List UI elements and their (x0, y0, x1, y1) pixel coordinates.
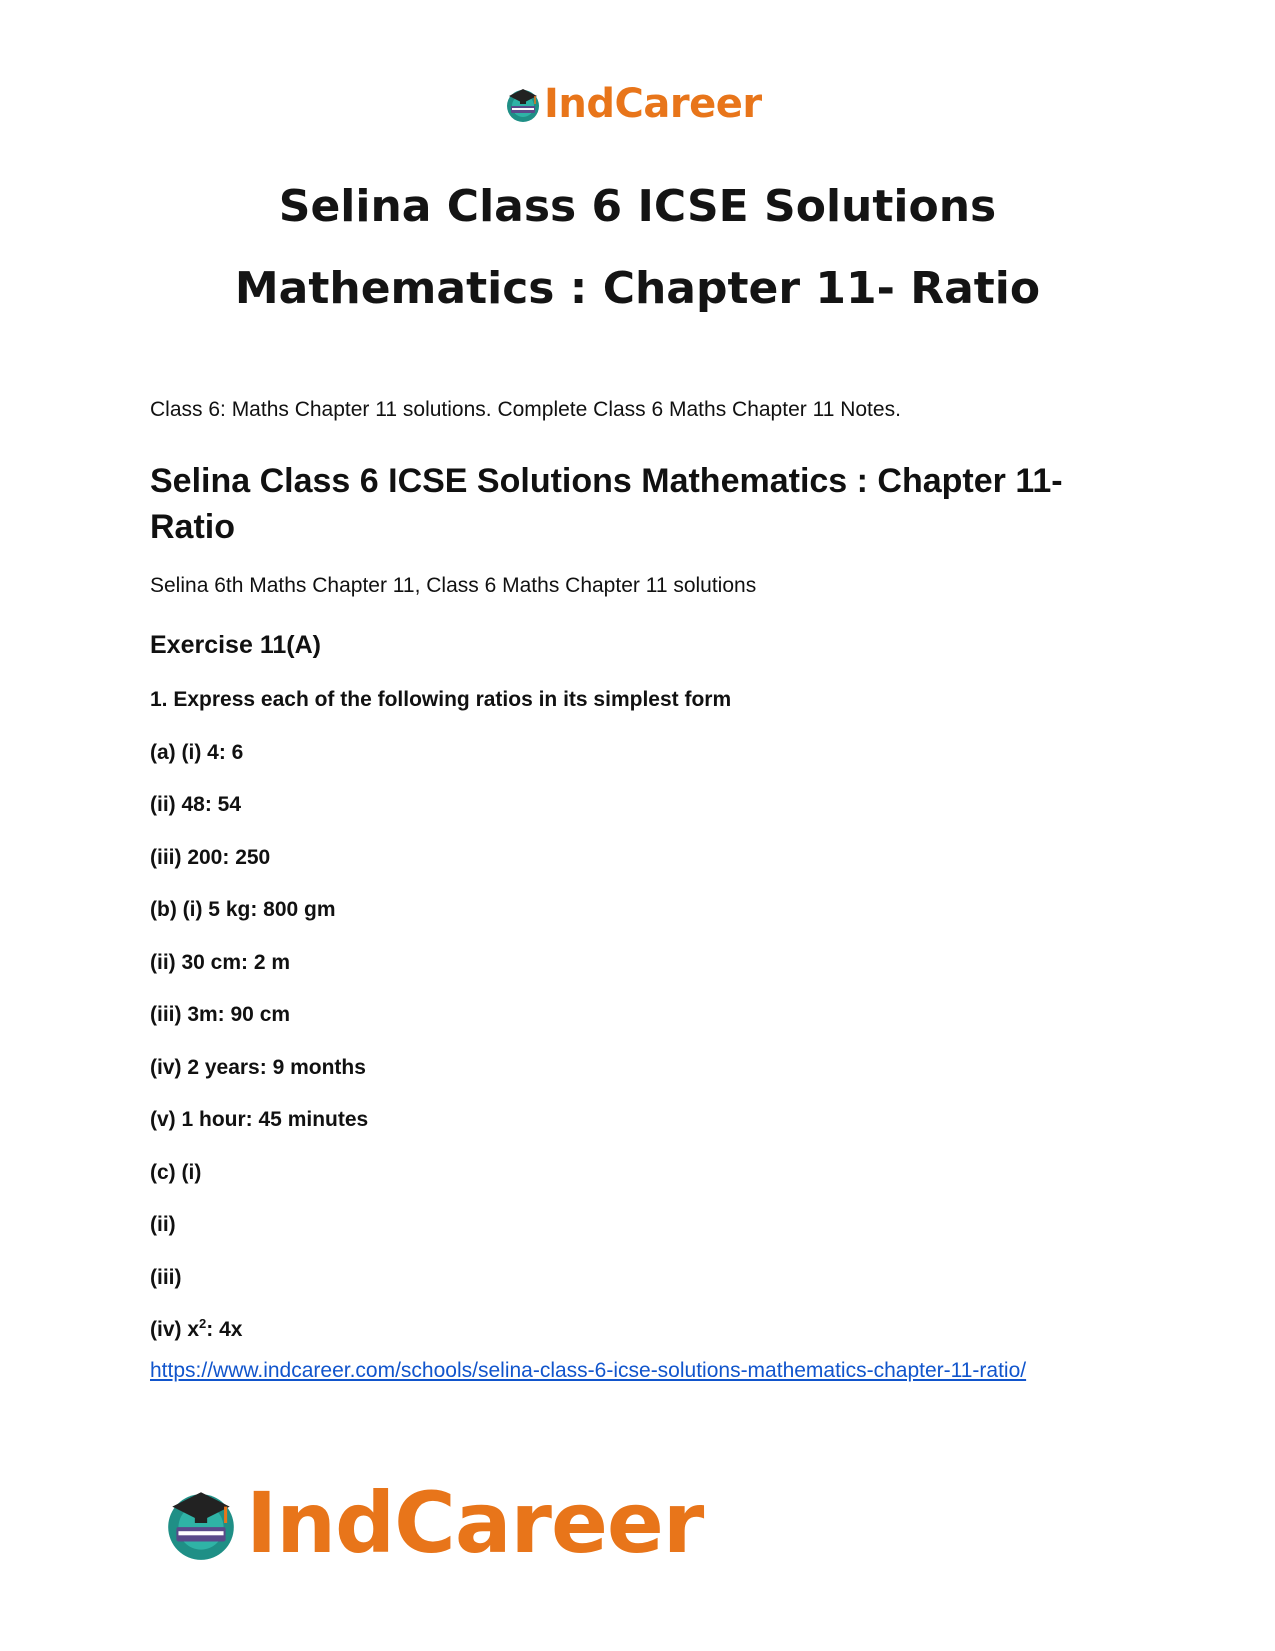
subtitle-text: Selina 6th Maths Chapter 11, Class 6 Maths Chapter 11 solutions (150, 574, 757, 597)
list-item: (ii) (150, 1213, 176, 1236)
list-item: (b) (i) 5 kg: 800 gm (150, 898, 336, 921)
question-text: 1. Express each of the following ratios in its simplest form (150, 688, 732, 711)
item-suffix: : 4x (206, 1318, 243, 1341)
graduation-globe-icon (160, 1482, 242, 1564)
list-item-last (150, 1316, 242, 1344)
section-heading: Selina Class 6 ICSE Solutions Mathematics : Chapter 11- Ratio (150, 462, 1063, 546)
source-link[interactable]: https://www.indcareer.com/schools/selina-class-6-icse-solutions-mathematics-chapter-11-ratio/ (150, 1359, 1027, 1382)
exercise-heading: Exercise 11(A) (150, 631, 321, 659)
brand-logo-text: IndCareer (544, 81, 762, 127)
list-item: (c) (i) (150, 1161, 202, 1184)
exponent: 2 (199, 1316, 207, 1331)
brand-logo-header (503, 80, 762, 128)
list-item: (iv) 2 years: 9 months (150, 1056, 366, 1079)
list-item: (iii) 200: 250 (150, 846, 271, 869)
graduation-globe-icon (503, 84, 543, 124)
list-item: (iii) (150, 1266, 182, 1289)
brand-logo-footer (160, 1473, 703, 1573)
brand-logo-text: IndCareer (246, 1474, 704, 1572)
intro-text: Class 6: Maths Chapter 11 solutions. Complete Class 6 Maths Chapter 11 Notes. (150, 398, 901, 421)
page-title: Selina Class 6 ICSE Solutions Mathematics : Chapter 11- Ratio (234, 181, 1041, 314)
list-item: (ii) 30 cm: 2 m (150, 951, 291, 974)
list-item: (v) 1 hour: 45 minutes (150, 1108, 369, 1131)
list-item: (a) (i) 4: 6 (150, 741, 244, 764)
list-item: (iii) 3m: 90 cm (150, 1003, 291, 1026)
list-item: (ii) 48: 54 (150, 793, 242, 816)
item-prefix: (iv) x (150, 1318, 200, 1341)
